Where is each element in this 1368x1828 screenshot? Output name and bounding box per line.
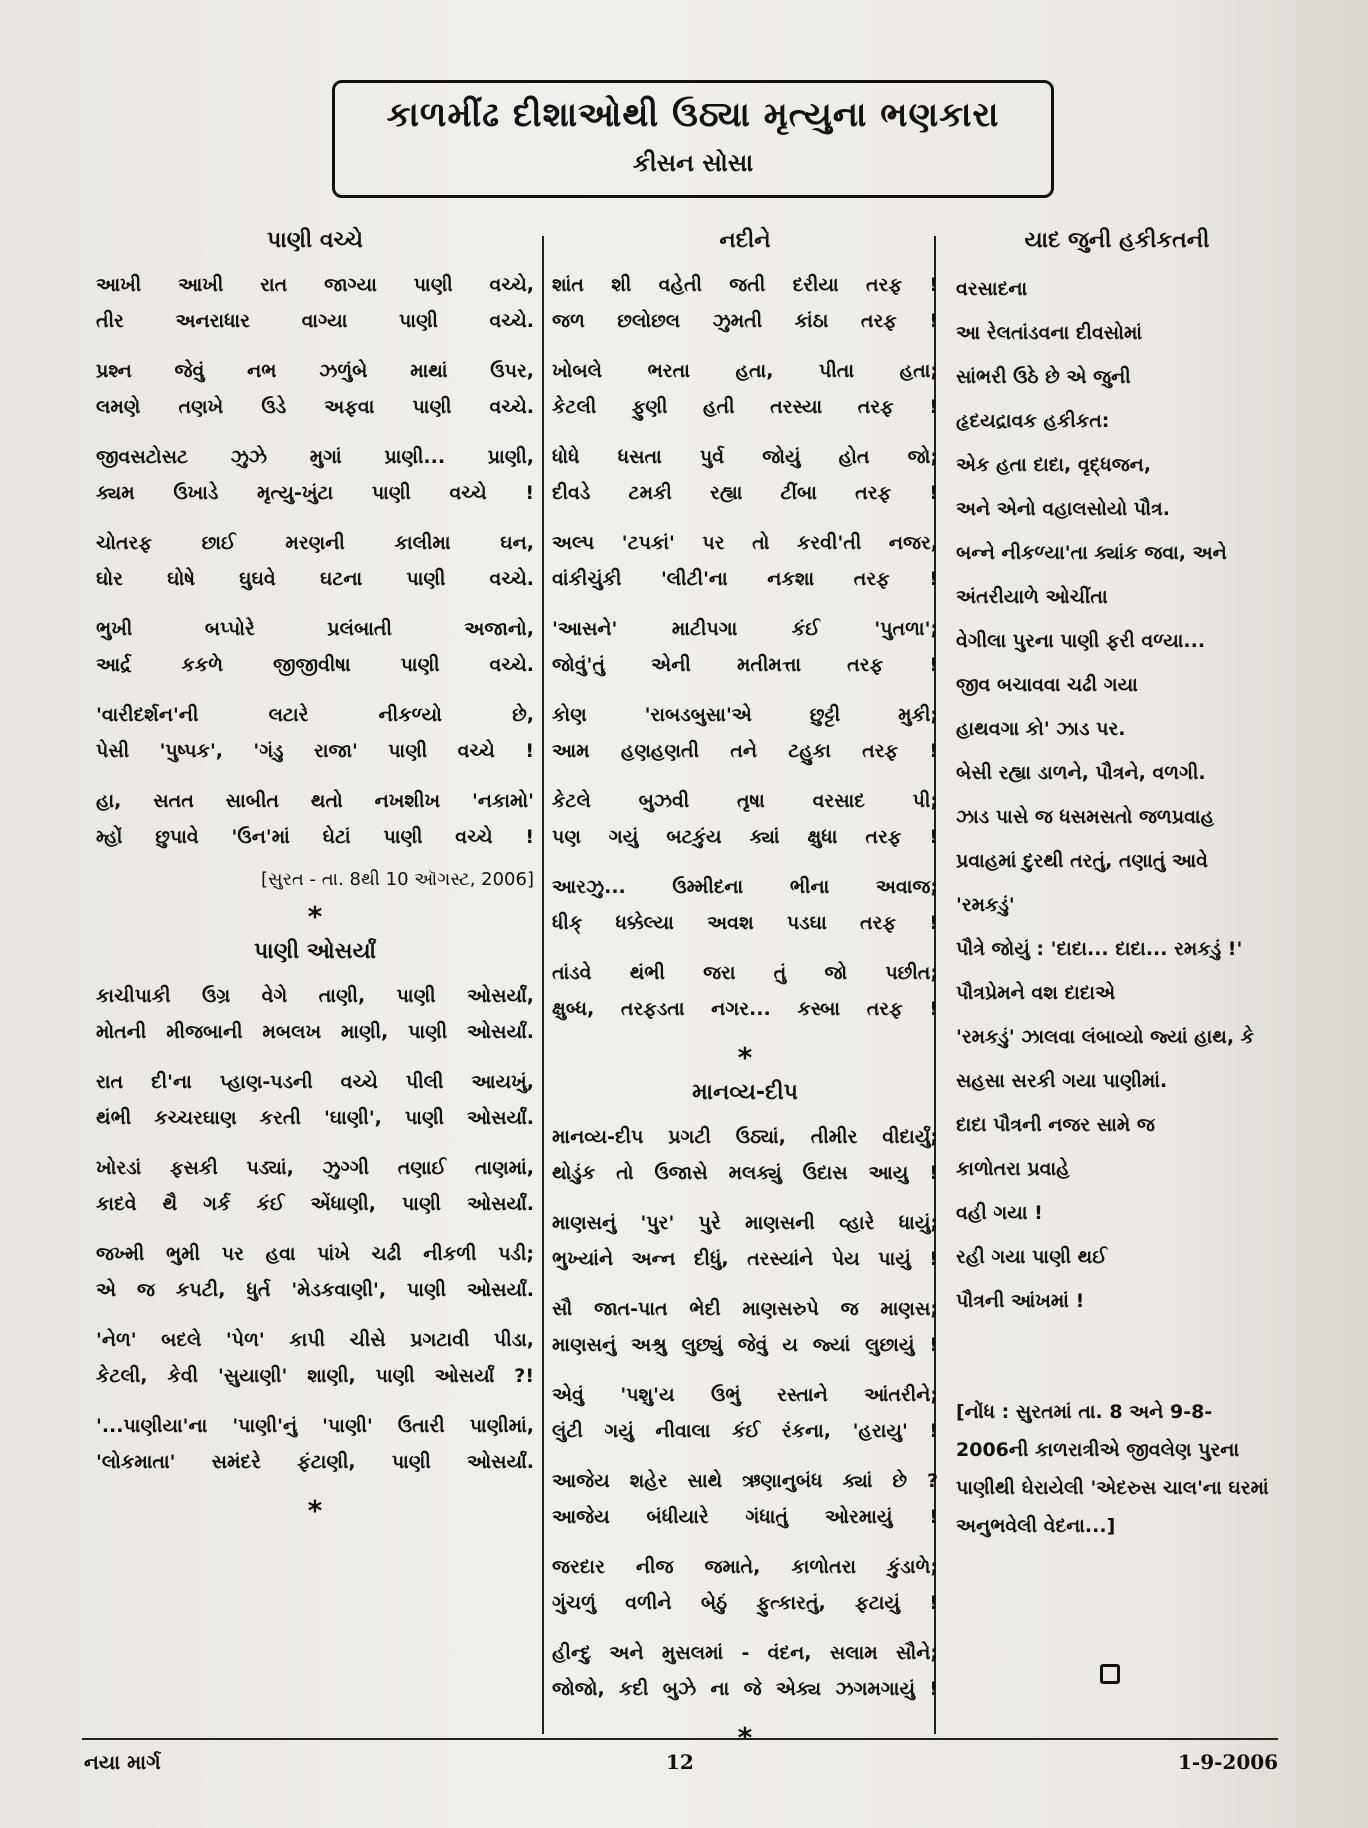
verse-line: કાચીપાકી ઉગ્ર વેગે તાણી, પાણી ઓસર્યાં,	[96, 985, 534, 1007]
verse-line: વરસાદના	[956, 278, 1028, 300]
stanza	[552, 1291, 938, 1363]
separator-star: *	[307, 1494, 323, 1527]
stanza	[96, 439, 534, 511]
separator-star: *	[737, 1041, 753, 1074]
stanza	[552, 1377, 938, 1449]
verse-line: તાંડવે થંભી જરા તું જો પછીત;	[552, 962, 938, 984]
verse-line: 'આસને' માટીપગા કંઈ 'પુતળા';	[552, 618, 938, 640]
verse-line: બેસી રહ્યા ડાળને, પૌત્રને, વળગી.	[956, 762, 1206, 784]
verse-line: જીવ બચાવવા ચઢી ગયા	[956, 674, 1138, 696]
verse-line: ધીક્ ધક્કેલ્યા અવશ પડઘા તરફ !	[552, 912, 938, 934]
verse-line: હીન્દુ અને મુસલમાં - વંદન, સલામ સૌને;	[552, 1642, 938, 1664]
verse-line: ઝાડ પાસે જ ધસમસતો જળપ્રવાહ	[956, 806, 1215, 828]
verse-line: દાદા પૌત્રની નજર સામે જ	[956, 1114, 1155, 1136]
stanza	[552, 267, 938, 339]
title-box	[332, 80, 1054, 198]
stanza	[96, 525, 534, 597]
stanza	[96, 1236, 534, 1308]
verse-line: પૌત્રપ્રેમને વશ દાદાએ	[956, 982, 1116, 1004]
verse-line: આજેય બંધીયારે ગંધાતું ઓરમાયું !	[552, 1506, 938, 1528]
verse-line: ચોતરફ છાઈ મરણની કાલીમા ઘન,	[96, 532, 534, 554]
poem-title: પાણી ઓસર્યાં	[253, 939, 376, 964]
column-left	[96, 228, 534, 1533]
verse-line: આમ હણહણતી તને ટહુકા તરફ !	[552, 740, 938, 762]
verse-line: 'વારીદર્શન'ની લટારે નીકળ્યો છે,	[96, 704, 534, 726]
verse-line: જોવું'તું એની મતીમત્તા તરફ !	[552, 654, 938, 676]
page-number: 12	[666, 1750, 694, 1774]
verse-line: જરદાર નીજ જમાતે, કાળોતરા કુંડાળે;	[552, 1556, 938, 1578]
column-divider	[542, 236, 544, 1734]
verse-line: લુંટી ગયું નીવાલા કંઈ રંકના, 'હરાયુ' !	[552, 1420, 938, 1442]
poem-title: પાણી વચ્ચે	[267, 228, 363, 253]
stanza	[96, 353, 534, 425]
verse-line: વહી ગયા !	[956, 1202, 1043, 1224]
stanza	[552, 869, 938, 941]
verse-line: ભુખી બપ્પોરે પ્રલંબાતી અજાનો,	[96, 618, 534, 640]
verse-line: એવું 'પશુ'ય ઉભું રસ્તાને આંતરીને;	[552, 1384, 938, 1406]
verse-line: કેટલી ફુણી હતી તરસ્યા તરફ !	[552, 396, 938, 418]
verse-line: રહી ગયા પાણી થઈ	[956, 1246, 1107, 1268]
verse-line: 'રમકડું'	[956, 894, 1015, 916]
issue-date: 1-9-2006	[1178, 1750, 1279, 1774]
separator-star: *	[307, 900, 323, 933]
verse-line: કેટલી, કેવી 'સુયાણી' શાણી, પાણી ઓસર્યાં ?!	[96, 1365, 534, 1387]
verse-line: પ્રશ્ન જેવું નભ ઝળુંબે માથાં ઉપર,	[96, 360, 534, 382]
stanza	[96, 1408, 534, 1480]
verse-line: કાળોતરા પ્રવાહે	[956, 1158, 1070, 1180]
verse-line: ગુંચળું વળીને બેઠું ફુત્કારતું, ફટાયું !	[552, 1592, 938, 1614]
verse-line: ખોબલે ભરતા હતા, પીતા હતા;	[552, 360, 938, 382]
column-middle	[552, 228, 938, 1760]
verse-line: પ્રવાહમાં દુરથી તરતું, તણાતું આવે	[956, 850, 1208, 872]
stanza	[552, 1549, 938, 1621]
verse-line: અલ્પ 'ટપકાં' પર તો કરવી'તી નજર,	[552, 532, 938, 554]
verse-line: સહસા સરકી ગયા પાણીમાં.	[956, 1070, 1168, 1092]
verse-line: આજેય શહેર સાથે ઋણાનુબંધ ક્યાં છે ?	[552, 1470, 938, 1492]
verse-line: 'રમકડું' ઝાલવા લંબાવ્યો જ્યાં હાથ, કે	[956, 1026, 1255, 1048]
footer-rule	[82, 1738, 1278, 1740]
verse-line: આખી આખી રાત જાગ્યા પાણી વચ્ચે,	[96, 274, 534, 296]
verse-line: એ જ કપટી, ધુર્ત 'મેડકવાણી', પાણી ઓસર્યાં.	[96, 1279, 534, 1301]
stanza	[96, 1064, 534, 1136]
verse-line: તીર અનરાધાર વાગ્યા પાણી વચ્ચે.	[96, 310, 534, 332]
stanza	[552, 783, 938, 855]
verse-line: જોજો, કદી બુઝે ના જે એક્ય ઝગમગાયું !	[552, 1678, 938, 1700]
verse-line: રાત દી'ના પ્હાણ-પડની વચ્ચે પીલી આયખું,	[96, 1071, 534, 1093]
verse-line: અને એનો વહાલસોયો પૌત્ર.	[956, 498, 1170, 520]
verse-line: વેગીલા પુરના પાણી ફરી વળ્યા...	[956, 630, 1206, 652]
magazine-name: નયા માર્ગ	[84, 1750, 161, 1774]
verse-line: જળ છલોછલ ઝુમતી કાંઠા તરફ !	[552, 310, 938, 332]
verse-line: '...પાણીયા'ના 'પાણી'નું 'પાણી' ઉતારી પાણીમાં,	[96, 1415, 534, 1437]
verse-line: માણસનું અશ્રુ લુછ્યું જેવું ય જ્યાં લુછાયું !	[552, 1334, 938, 1356]
author-name: કીસન સોસા	[632, 149, 754, 177]
stanza	[96, 697, 534, 769]
verse-line: સાંભરી ઉઠે છે એ જુની	[956, 366, 1131, 388]
stanza	[552, 611, 938, 683]
verse-line: ધોધે ધસતા પુર્વ જોયું હોત જો;	[552, 446, 938, 468]
verse-line: શાંત શી વહેતી જતી દરીયા તરફ !	[552, 274, 938, 296]
stanza	[552, 1635, 938, 1707]
poem-title: યાદ જુની હકીકતની	[1024, 228, 1210, 253]
poem-title: નદીને	[719, 228, 771, 253]
verse-line: પણ ગયું બટકુંય ક્યાં ક્ષુધા તરફ !	[552, 826, 938, 848]
verse-line: થોડુંક તો ઉજાસે મલક્યું ઉદાસ આયુ !	[552, 1162, 938, 1184]
stanza	[552, 1205, 938, 1277]
verse-line: કાદવે થૈ ગર્ક કંઈ એંધાણી, પાણી ઓસર્યાં.	[96, 1193, 534, 1215]
verse-line: ભુખ્યાંને અન્ન દીધું, તરસ્યાંને પેય પાયું !	[552, 1248, 938, 1270]
verse-line: 'નેળ' બદલે 'પેળ' કાપી ચીસે પ્રગટાવી પીડા,	[96, 1329, 534, 1351]
verse-line: દીવડે ટમકી રહ્યા ટીંબા તરફ !	[552, 482, 938, 504]
stanza	[96, 1150, 534, 1222]
verse-line: 'લોકમાતા' સમંદરે ફંટાણી, પાણી ઓસર્યાં.	[96, 1451, 534, 1473]
verse-line: એક હતા દાદા, વૃદ્ધજન,	[956, 454, 1152, 476]
verse-line: કોણ 'રાબડબુસા'એ છુટ્ટી મુકી;	[552, 704, 938, 726]
stanza	[552, 955, 938, 1027]
verse-line: બન્ને નીકળ્યા'તા ક્યાંક જવા, અને	[956, 542, 1227, 564]
stanza	[96, 783, 534, 855]
verse-line: પેસી 'પુષ્પક', 'ગંડુ રાજા' પાણી વચ્ચે !	[96, 740, 534, 762]
verse-line: માનવ્ય-દીપ પ્રગટી ઉઠ્યાં, તીમીર વીદાર્યું;	[552, 1126, 938, 1148]
verse-line: સૌ જાત-પાત ભેદી માણસરુપે જ માણસ;	[552, 1298, 938, 1320]
verse-line: ઘોર ઘોષે ઘુઘવે ઘટના પાણી વચ્ચે.	[96, 568, 534, 590]
stanza	[552, 525, 938, 597]
verse-line: મોતની મીજબાની મબલખ માણી, પાણી ઓસર્યાં.	[96, 1021, 534, 1043]
stanza	[96, 611, 534, 683]
verse-line: જીવસટોસટ ઝુઝે મુગાં પ્રાણી... પ્રાણી,	[96, 446, 534, 468]
verse-line: આર્દ્ર કકળે જીજીવીષા પાણી વચ્ચે.	[96, 654, 534, 676]
verse-line: જખ્મી ભુમી પર હવા પાંખે ચઢી નીકળી પડી;	[96, 1243, 534, 1265]
poem-body	[552, 1119, 938, 1707]
poem-source: [સુરત - તા. 8થી 10 ઑગસ્ટ, 2006]	[260, 869, 534, 890]
verse-line: ક્યમ ઉખાડે મૃત્યુ-ખુંટા પાણી વચ્ચે !	[96, 482, 534, 504]
verse-line: હાથવગા કો' ઝાડ પર.	[956, 718, 1126, 740]
verse-line: હા, સતત સાબીત થતો નખશીખ 'નકામો'	[96, 790, 534, 812]
poem-body	[96, 978, 534, 1480]
author-note: [નોંધ : સુરતમાં તા. 8 અને 9-8-2006ની કાળરાત્રીએ જીવલેણ પુરના પાણીથી ઘેરાયેલી 'એદરુસ ચાલ'ના ઘરમાં અનુભવેલી વેદના...]	[956, 1401, 1269, 1537]
stanza	[552, 1463, 938, 1535]
stanza	[96, 1322, 534, 1394]
verse-line: લમણે તણખે ઉડે અફવા પાણી વચ્ચે.	[96, 396, 534, 418]
end-mark-icon	[1100, 1664, 1120, 1684]
poem-body	[96, 267, 534, 855]
verse-line: કેટલે બુઝવી તૃષા વરસાદ પી;	[552, 790, 938, 812]
stanza	[96, 267, 534, 339]
verse-line: ખોરડાં ફસકી પડ્યાં, ઝુગ્ગી તણાઈ તાણમાં,	[96, 1157, 534, 1179]
verse-line: પૌત્રની આંખમાં !	[956, 1290, 1085, 1312]
verse-line: ક્ષુબ્ધ, તરફડતા નગર... કસ્બા તરફ !	[552, 998, 938, 1020]
verse-line: હૃદયદ્રાવક હકીકત:	[956, 410, 1110, 432]
verse-line: થંભી કચ્ચરઘાણ કરતી 'ઘાણી', પાણી ઓસર્યાં.	[96, 1107, 534, 1129]
column-right	[956, 228, 1278, 1545]
free-verse-body	[956, 267, 1278, 1323]
stanza	[552, 697, 938, 769]
poem-title: માનવ્ય-દીપ	[692, 1080, 798, 1105]
stanza	[552, 1119, 938, 1191]
stanza	[96, 978, 534, 1050]
stanza	[552, 439, 938, 511]
page-title: કાળમીંઢ દીશાઓથી ઉઠ્યા મૃત્યુના ભણકારા	[386, 95, 1000, 135]
verse-line: અંતરીયાળે ઓચીંતા	[956, 586, 1108, 608]
verse-line: પૌત્રે જોયું : 'દાદા... દાદા... રમકડું !'	[956, 938, 1243, 960]
verse-line: વાંકીચુંકી 'લીટી'ના નકશા તરફ !	[552, 568, 938, 590]
poem-body	[552, 267, 938, 1027]
verse-line: મ્હોં છુપાવે 'ઉન'માં ઘેટાં પાણી વચ્ચે !	[96, 826, 534, 848]
verse-line: આ રેલતાંડવના દીવસોમાં	[956, 322, 1143, 344]
stanza	[552, 353, 938, 425]
verse-line: આરઝુ... ઉમ્મીદના ભીના અવાજ;	[552, 876, 938, 898]
verse-line: માણસનું 'પુર' પુરે માણસની વ્હારે ધાયું;	[552, 1212, 938, 1234]
